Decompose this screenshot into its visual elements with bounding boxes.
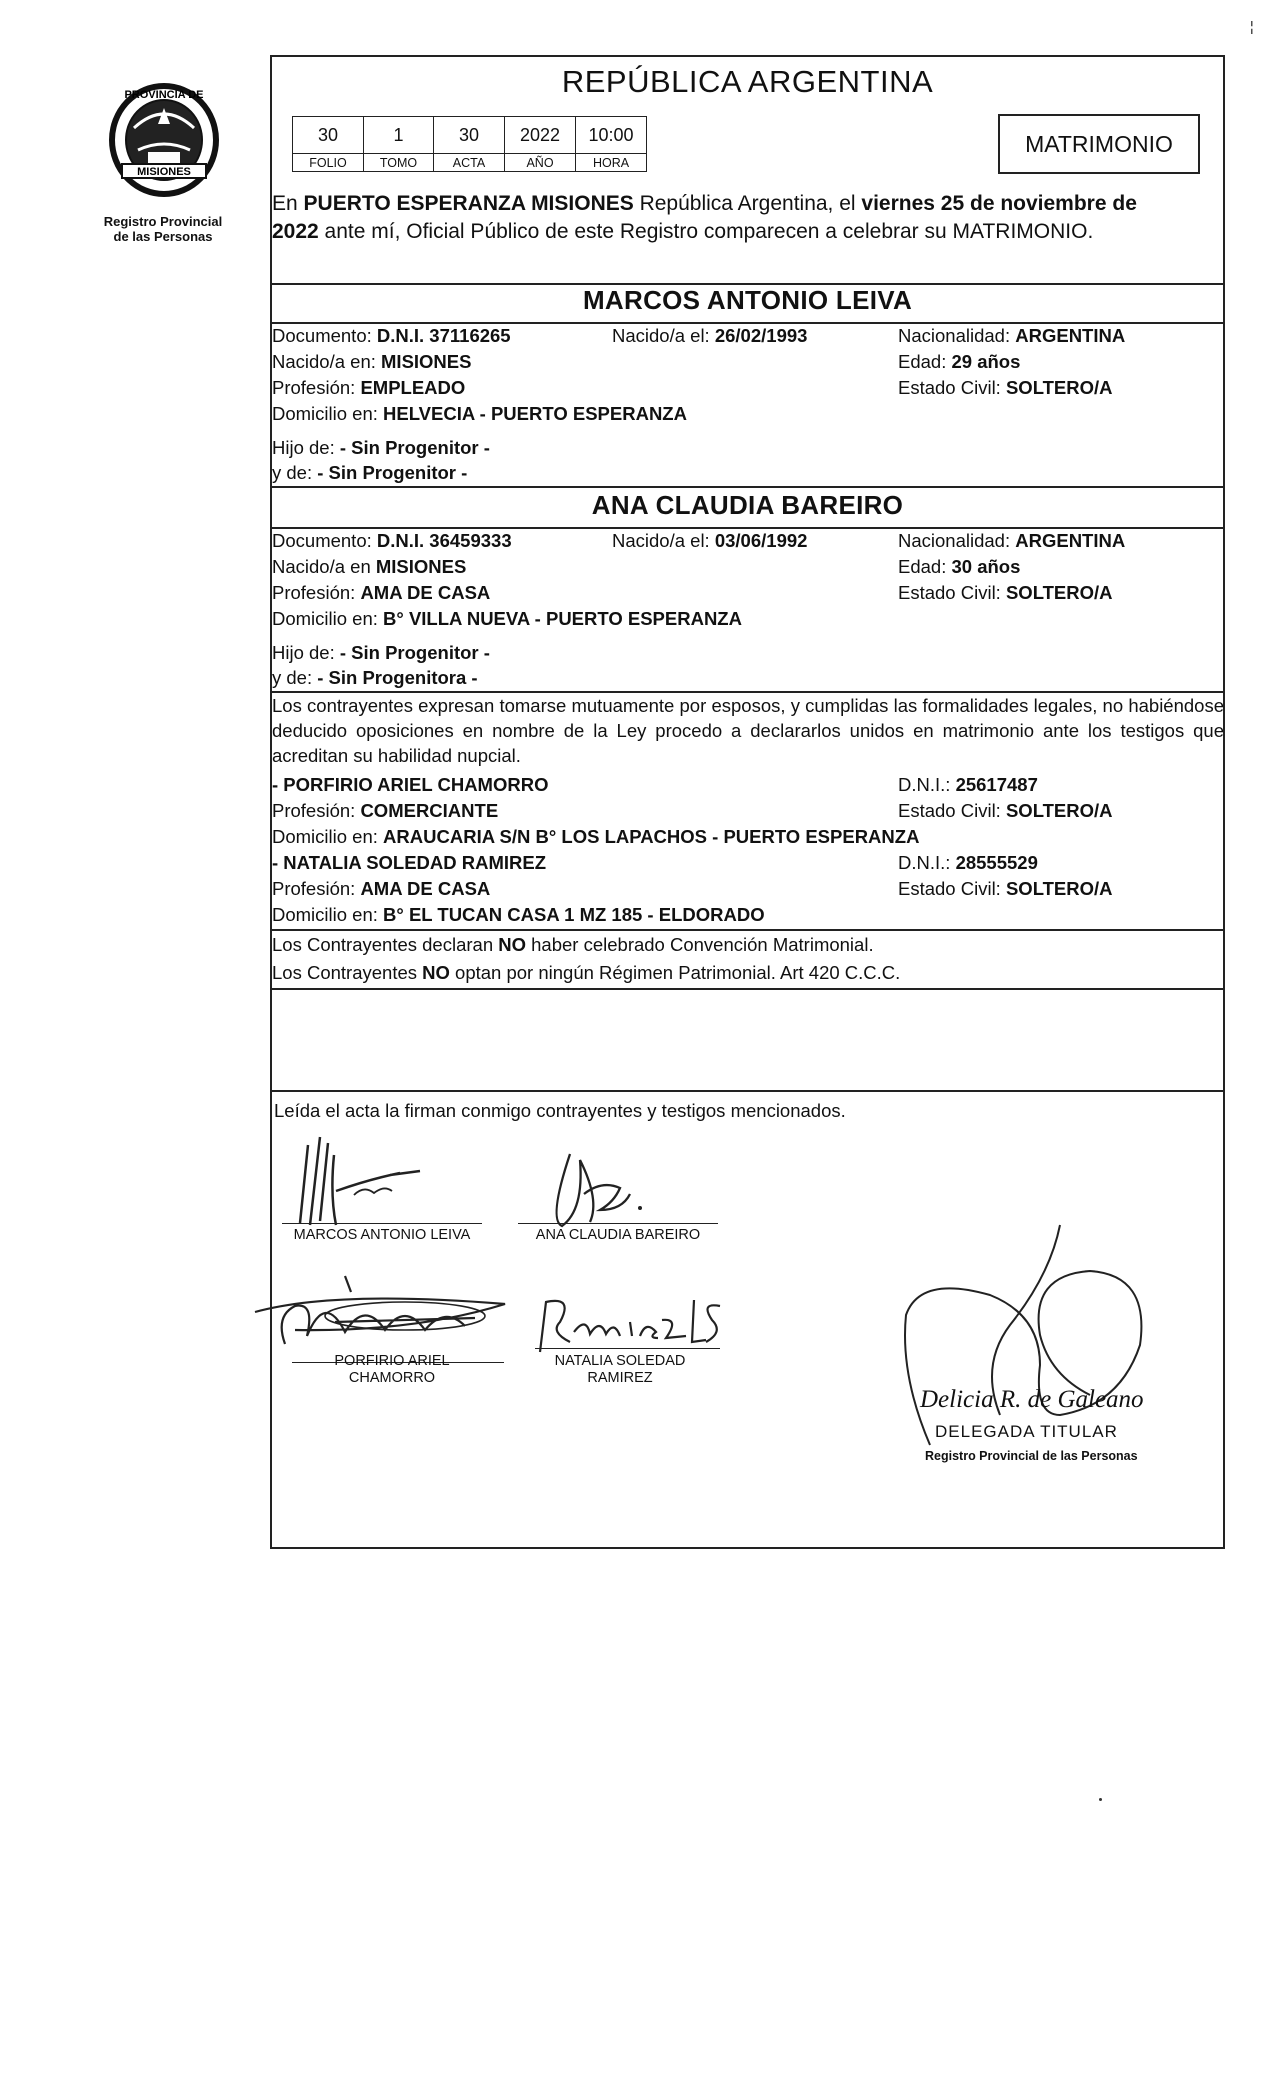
c1-birthplace: Nacido/a en: MISIONES xyxy=(272,351,472,372)
svg-text:MISIONES: MISIONES xyxy=(137,166,191,178)
folio-value: 30 xyxy=(293,117,364,154)
c1-age: Edad: 29 años xyxy=(898,351,1021,372)
provincial-seal-icon xyxy=(104,80,224,198)
c2-birthdate: Nacido/a el: 03/06/1992 xyxy=(612,530,808,551)
witness1-name: - PORFIRIO ARIEL CHAMORRO xyxy=(272,774,549,795)
witness1-dni: D.N.I.: 25617487 xyxy=(898,774,1038,795)
officer-signature-icon xyxy=(890,1215,1170,1455)
witness1-profession: Profesión: COMERCIANTE xyxy=(272,800,499,821)
witness2-profession: Profesión: AMA DE CASA xyxy=(272,878,491,899)
c1-profession: Profesión: EMPLEADO xyxy=(272,377,466,398)
acta-label: ACTA xyxy=(434,154,505,172)
c1-address: Domicilio en: HELVECIA - PUERTO ESPERANZA xyxy=(272,403,687,424)
hour-label: HORA xyxy=(576,154,647,172)
hour-value: 10:00 xyxy=(576,117,647,154)
signature-line xyxy=(535,1348,720,1349)
c2-profession: Profesión: AMA DE CASA xyxy=(272,582,491,603)
ceremony-paragraph: Los contrayentes expresan tomarse mutuamente por esposos, y cumplidas las formalidades legales, no habiéndose deducido oposiciones en nombre de la Ley procedo a declararlos unidos en matrimonio ante los testigos que acreditan su habilidad nupcial. xyxy=(272,695,1224,766)
c2-parent2: y de: - Sin Progenitora - xyxy=(272,667,478,688)
c1-document: Documento: D.N.I. 37116265 xyxy=(272,325,511,346)
c2-nationality: Nacionalidad: ARGENTINA xyxy=(898,530,1126,551)
witness2-address: Domicilio en: B° EL TUCAN CASA 1 MZ 185 - ELDORADO xyxy=(272,904,765,925)
divider xyxy=(270,929,1225,931)
tomo-label: TOMO xyxy=(364,154,434,172)
signature-name-ana: ANA CLAUDIA BAREIRO xyxy=(535,1227,701,1243)
year-value: 2022 xyxy=(505,117,576,154)
signature-name-marcos: MARCOS ANTONIO LEIVA xyxy=(293,1227,471,1243)
signature-name-natalia: NATALIA SOLEDAD RAMIREZ xyxy=(554,1353,686,1386)
divider xyxy=(270,1090,1225,1092)
c2-age: Edad: 30 años xyxy=(898,556,1021,577)
officer-name: Delicia R. de Galeano xyxy=(920,1386,1144,1413)
intro-paragraph: En PUERTO ESPERANZA MISIONES República Argentina, el viernes 25 de noviembre de 2022 ante mí, Oficial Público de este Registro comparecen a celebrar su MATRIMONIO. xyxy=(272,192,1137,243)
divider xyxy=(270,988,1225,990)
c2-civil-status: Estado Civil: SOLTERO/A xyxy=(898,582,1113,603)
signature-natalia-icon xyxy=(530,1292,730,1362)
issuer-caption: Registro Provincial de las Personas xyxy=(103,214,223,244)
svg-text:PROVINCIA DE: PROVINCIA DE xyxy=(124,89,204,101)
c1-civil-status: Estado Civil: SOLTERO/A xyxy=(898,377,1113,398)
signature-ana-icon xyxy=(540,1150,660,1230)
closing-statement: Leída el acta la firman conmigo contrayentes y testigos mencionados. xyxy=(274,1100,846,1121)
officer-office: Registro Provincial de las Personas xyxy=(925,1449,1138,1463)
divider xyxy=(270,486,1225,488)
contrayente1-name: MARCOS ANTONIO LEIVA xyxy=(582,285,913,315)
c1-nationality: Nacionalidad: ARGENTINA xyxy=(898,325,1126,346)
signature-porfirio-icon xyxy=(255,1272,515,1362)
c2-birthplace: Nacido/a en MISIONES xyxy=(272,556,467,577)
c2-address: Domicilio en: B° VILLA NUEVA - PUERTO ESPERANZA xyxy=(272,608,742,629)
acta-value: 30 xyxy=(434,117,505,154)
folio-label: FOLIO xyxy=(293,154,364,172)
signature-name-porfirio: PORFIRIO ARIEL CHAMORRO xyxy=(334,1353,450,1386)
signature-line xyxy=(282,1223,482,1224)
year-label: AÑO xyxy=(505,154,576,172)
country-title: REPÚBLICA ARGENTINA xyxy=(561,64,934,99)
patrimonial-regime-statement: Los Contrayentes NO optan por ningún Régimen Patrimonial. Art 420 C.C.C. xyxy=(272,962,901,983)
c1-parent1: Hijo de: - Sin Progenitor - xyxy=(272,437,490,458)
signature-line xyxy=(518,1223,718,1224)
witness1-civil-status: Estado Civil: SOLTERO/A xyxy=(898,800,1113,821)
contrayente2-name: ANA CLAUDIA BAREIRO xyxy=(591,490,904,520)
witness2-civil-status: Estado Civil: SOLTERO/A xyxy=(898,878,1113,899)
tomo-value: 1 xyxy=(364,117,434,154)
c2-parent1: Hijo de: - Sin Progenitor - xyxy=(272,642,490,663)
corner-mark: ¦ xyxy=(1250,18,1254,34)
officer-role: DELEGADA TITULAR xyxy=(935,1422,1118,1441)
divider xyxy=(270,527,1225,529)
convention-statement: Los Contrayentes declaran NO haber celebrado Convención Matrimonial. xyxy=(272,934,874,955)
signature-marcos-icon xyxy=(290,1135,460,1230)
witness1-address: Domicilio en: ARAUCARIA S/N B° LOS LAPACHOS - PUERTO ESPERANZA xyxy=(272,826,920,847)
witness2-dni: D.N.I.: 28555529 xyxy=(898,852,1038,873)
c1-parent2: y de: - Sin Progenitor - xyxy=(272,462,468,483)
acta-registry-table xyxy=(292,116,647,172)
act-type-box: MATRIMONIO xyxy=(998,114,1200,174)
divider xyxy=(270,322,1225,324)
scan-speck xyxy=(1099,1798,1102,1801)
c1-birthdate: Nacido/a el: 26/02/1993 xyxy=(612,325,808,346)
c2-document: Documento: D.N.I. 36459333 xyxy=(272,530,512,551)
witness2-name: - NATALIA SOLEDAD RAMIREZ xyxy=(272,852,547,873)
